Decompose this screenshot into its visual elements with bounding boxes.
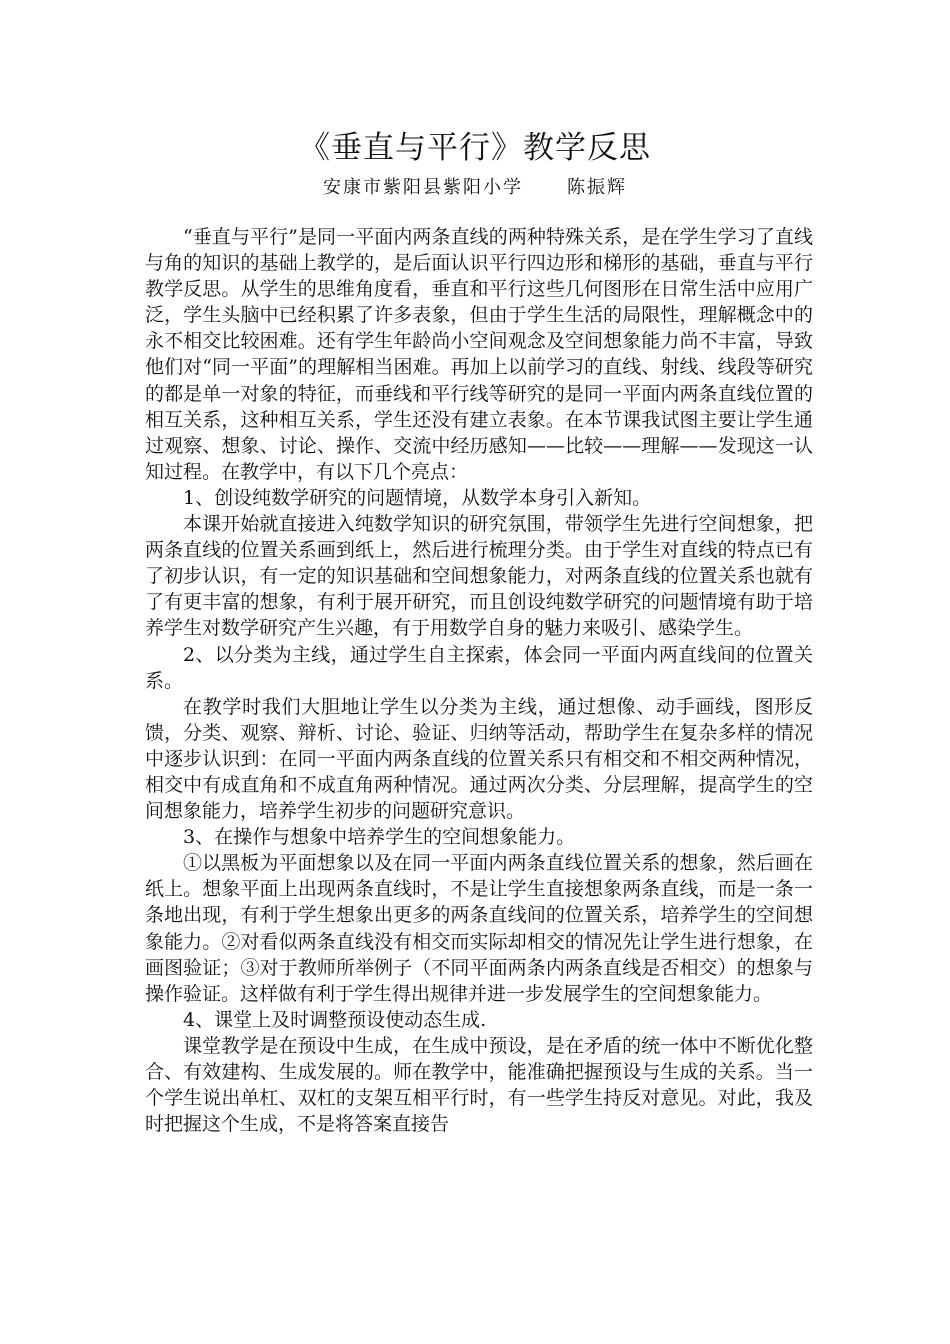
paragraph-point-4-heading: 4、课堂上及时调整预设使动态生成. [183,1008,487,1031]
author-name: 陈振辉 [567,177,627,198]
paragraph-point-1-body: 本课开始就直接进入纯数学知识的研究氛围，带领学生先进行空间想象，把两条直线的位置关系画到纸上，然后进行梳理分类。由于学生对直线的特点已有了初步认识，有一定的知识基础和空间想象能力，对两条直线的位置关系也就有了有更丰富的想象，有利于展开研究，而且创设纯数学研究的问题情境有助于培养学生对数学研究产生兴趣，有于用数学自身的魅力来吸引、感染学生。 [145,513,813,640]
paragraph-point-4-body: 课堂教学是在预设中生成，在生成中预设，是在矛盾的统一体中不断优化整合、有效建构、生成发展的。师在教学中，能准确把握预设与生成的关系。当一个学生说出单杠、双杠的支架互相平行时，有一些学生持反对意见。对此，我及时把握这个生成，不是将答案直接告 [145,1034,813,1136]
author-school: 安康市紫阳县紫阳小学 [323,177,523,198]
author-line [0,174,950,202]
paragraph-point-3-heading: 3、在操作与想象中培养学生的空间想象能力。 [183,826,576,849]
paragraph-intro: “垂直与平行”是同一平面内两条直线的两种特殊关系，是在学生学习了直线与角的知识的基础上教学的，是后面认识平行四边形和梯形的基础，垂直与平行教学反思。从学生的思维角度看，垂直和平行这些几何图形在日常生活中应用广泛，学生头脑中已经积累了许多表象，但由于学生生活的局限性，理解概念中的永不相交比较困难。还有学生年龄尚小空间观念及空间想象能力尚不丰富，导致他们对“同一平面”的理解相当困难。再加上以前学习的直线、射线、线段等研究的都是单一对象的特征，而垂线和平行线等研究的是同一平面内两条直线位置的相互关系，这种相互关系，学生还没有建立表象。在本节课我试图主要让学生通过观察、想象、讨论、操作、交流中经历感知——比较——理解——发现这一认知过程。在教学中，有以下几个亮点： [145,226,813,483]
paragraph-point-1-heading: 1、创设纯数学研究的问题情境，从数学本身引入新知。 [183,486,652,509]
paragraph-point-3-body: ①以黑板为平面想象以及在同一平面内两条直线位置关系的想象，然后画在纸上。想象平面上出现两条直线时，不是让学生直接想象两条直线，而是一条一条地出现，有利于学生想象出更多的两条直线间的位置关系，培养学生的空间想象能力。②对看似两条直线没有相交而实际却相交的情况先让学生进行想象，在画图验证；③对于教师所举例子（不同平面两条内两条直线是否相交）的想象与操作验证。这样做有利于学生得出规律并进一步发展学生的空间想象能力。 [145,852,813,1005]
paragraph-point-2-body: 在教学时我们大胆地让学生以分类为主线，通过想像、动手画线，图形反馈，分类、观察、辩析、讨论、验证、归纳等活动，帮助学生在复杂多样的情况中逐步认识到：在同一平面内两条直线的位置关系只有相交和不相交两种情况，相交中有成直角和不成直角两种情况。通过两次分类、分层理解，提高学生的空间想象能力，培养学生初步的问题研究意识。 [145,695,813,823]
document-title: 《垂直与平行》教学反思 [299,130,651,166]
paragraph-point-2-heading: 2、以分类为主线，通过学生自主探索，体会同一平面内两直线间的位置关系。 [145,643,813,692]
document-body [145,224,813,1137]
